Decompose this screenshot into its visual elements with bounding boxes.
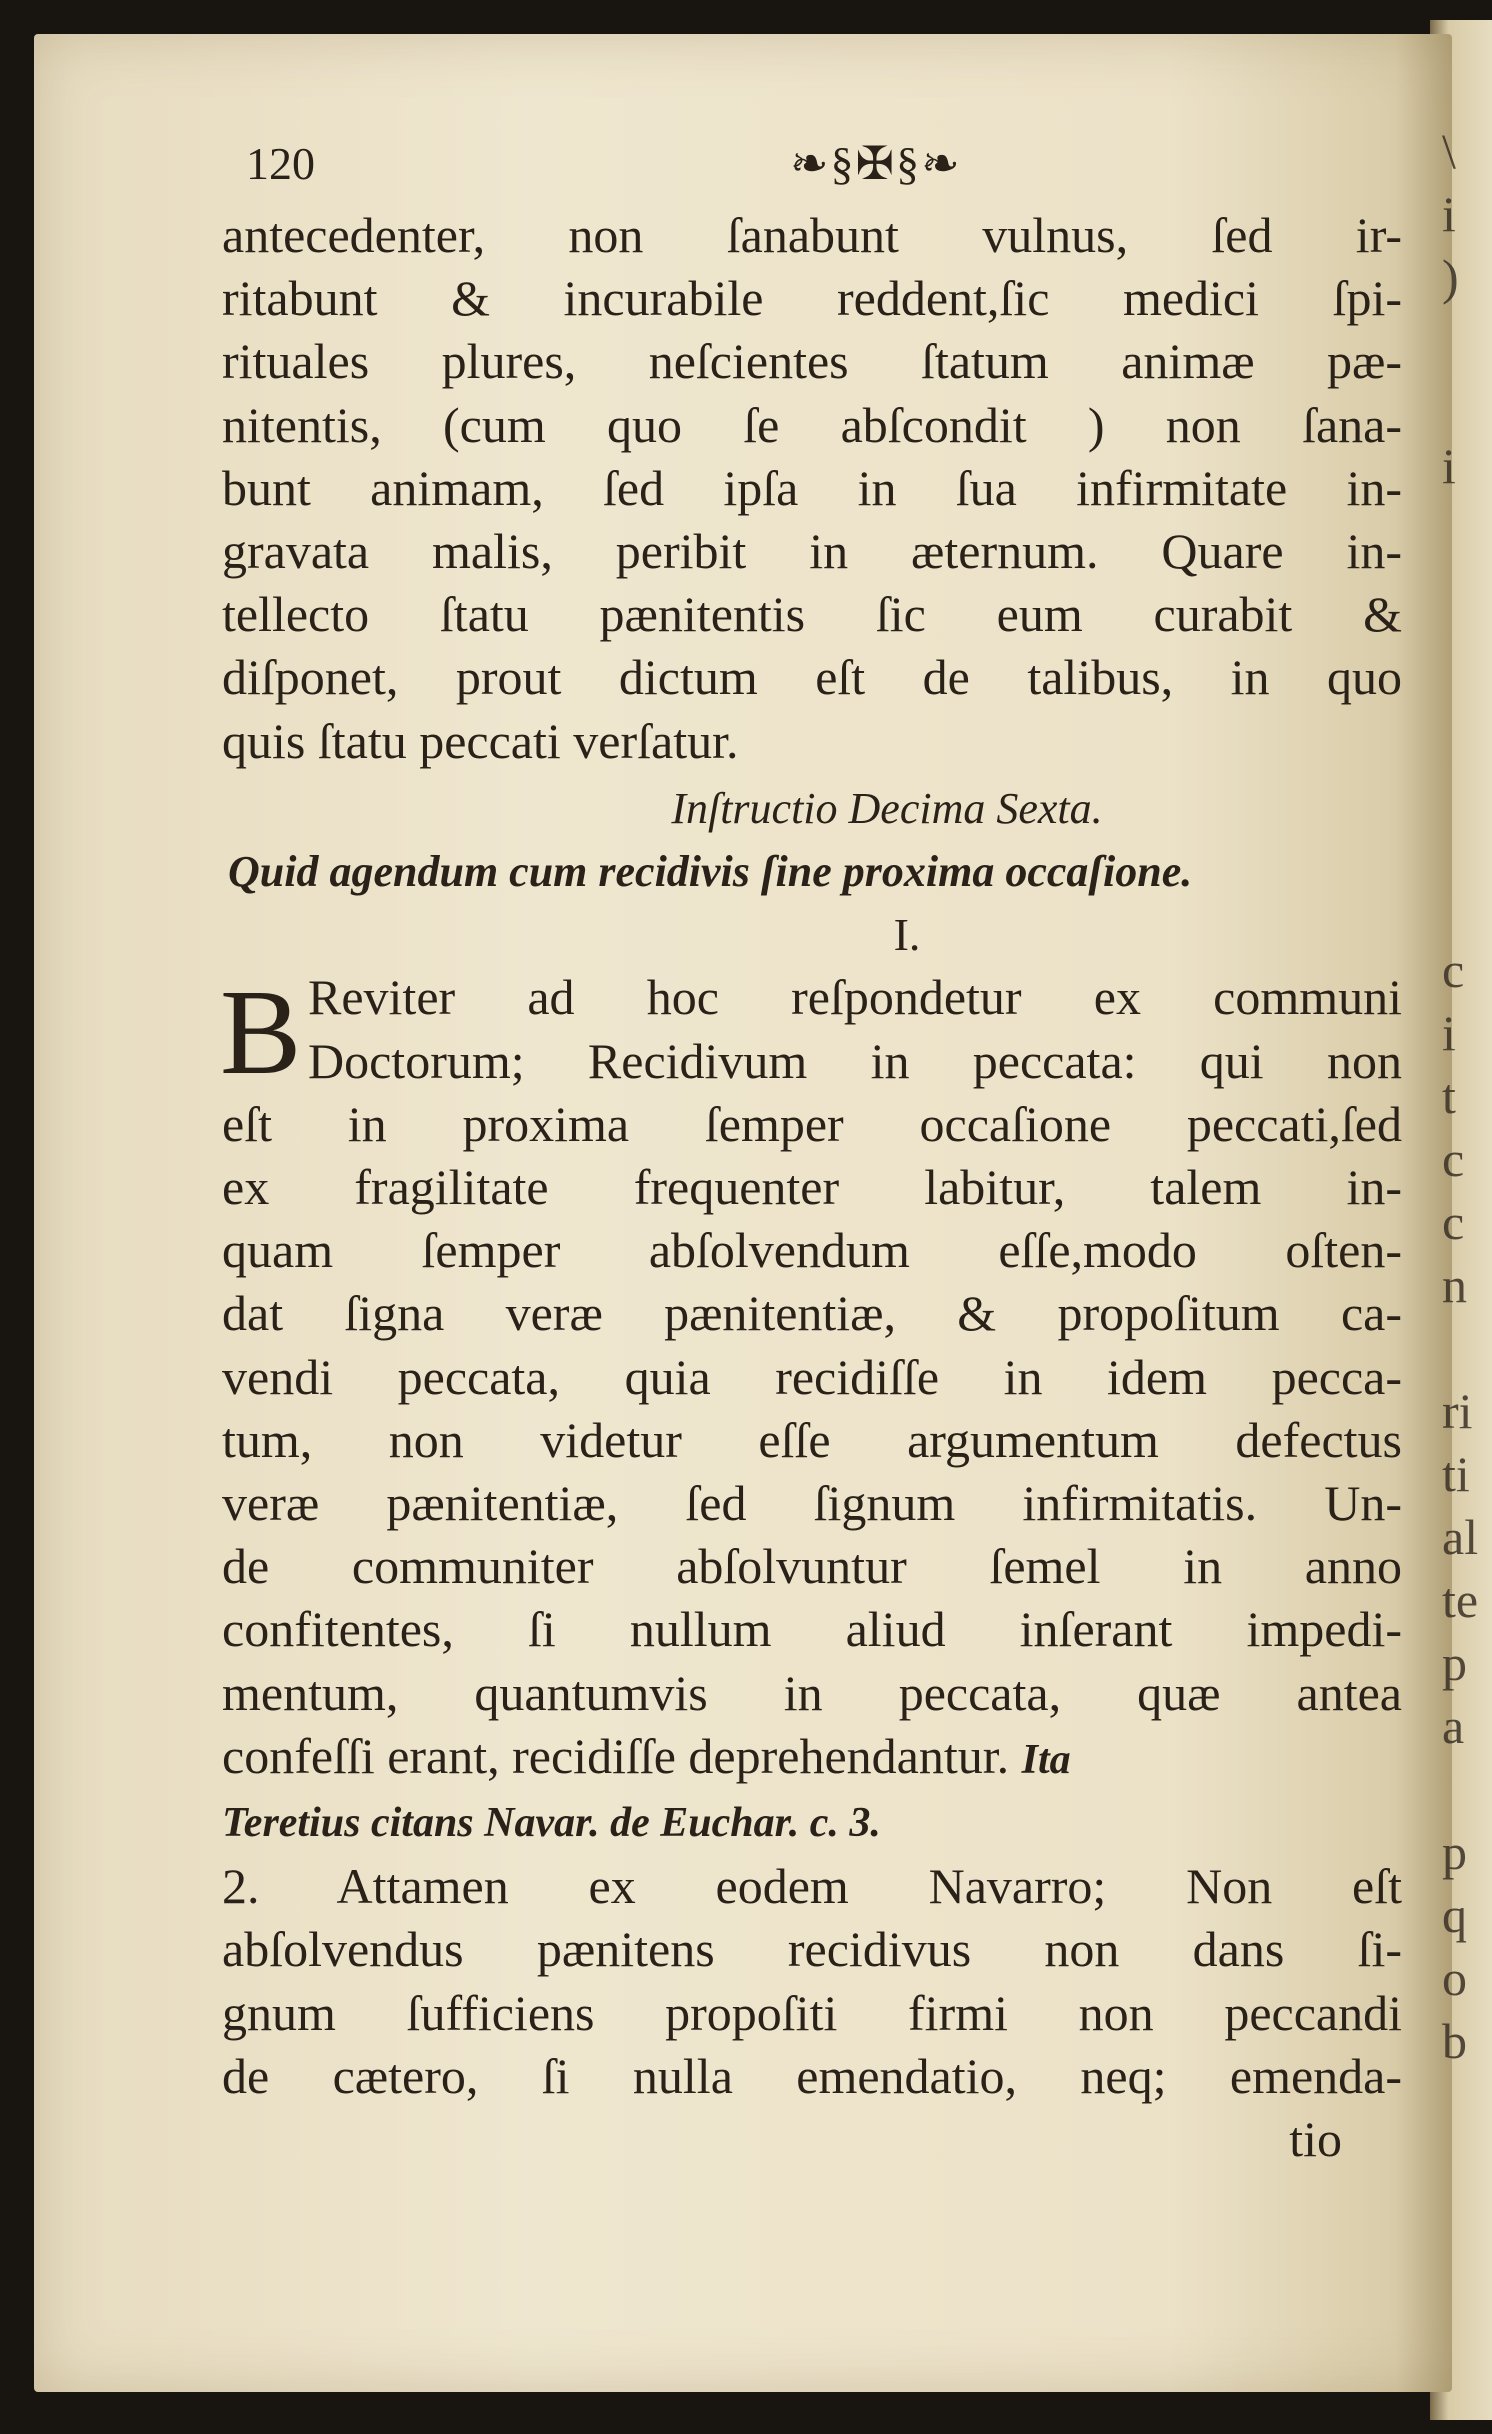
text-line: rituales plures, neſcientes ſtatum animæ pæ- (222, 333, 1402, 390)
facing-page-fragment: c (1442, 1194, 1465, 1250)
catchword: tio (1289, 2111, 1342, 2168)
facing-page-fragment (1442, 624, 1490, 687)
facing-page-fragment: ti (1442, 1446, 1470, 1502)
facing-page-fragment: p (1442, 1635, 1467, 1691)
facing-page-fragment: i (1442, 1005, 1456, 1061)
text-line: mentum, quantumvis in peccata, quæ antea (222, 1664, 1402, 1721)
text-line: bunt animam, ſed ipſa in ſua infirmitate in- (222, 459, 1402, 516)
facing-page-fragment: \ (1442, 123, 1456, 179)
question-title: Quid agendum cum recidivis ſine proxima occaſione. (228, 847, 1193, 897)
text-line: de communiter abſolvuntur ſemel in anno (222, 1538, 1402, 1595)
text-line: ritabunt & incurabile reddent,ſic medici ſpi- (222, 270, 1402, 327)
header-ornament: ❧§✠§❧ (790, 138, 962, 189)
text-line: nitentis, (cum quo ſe abſcondit ) non ſana- (222, 396, 1402, 453)
section-number: I. (893, 909, 921, 961)
page-text (222, 140, 1402, 2171)
text-line: gravata malis, peribit in æternum. Quare in- (222, 523, 1402, 580)
text-line: diſponet, prout dictum eſt de talibus, in quo (222, 649, 1402, 706)
facing-page-fragment (1442, 876, 1490, 939)
drop-cap: B (220, 965, 302, 1101)
facing-page-fragment: c (1442, 1131, 1465, 1187)
instruction-title: Inſtructio Decima Sexta. (671, 783, 1103, 833)
facing-page-fragment: c (1442, 942, 1465, 998)
text-line: 2. Attamen ex eodem Navarro; Non eſt (222, 1858, 1402, 1915)
text-line: quam ſemper abſolvendum eſſe,modo oſten- (222, 1222, 1402, 1279)
paragraph-top (222, 204, 1402, 773)
facing-page-fragment: o (1442, 1950, 1467, 2006)
text-line: Doctorum; Recidivum in peccata: qui non (308, 1032, 1402, 1089)
text-line: dat ſigna veræ pænitentiæ, & propoſitum ca- (222, 1285, 1402, 1342)
text-line (222, 1725, 1402, 1792)
text-line: confitentes, ſi nullum aliud inſerant impedi- (222, 1601, 1402, 1658)
facing-page-fragment (1442, 1758, 1490, 1821)
running-header (222, 140, 1402, 204)
facing-page-fragment (1442, 750, 1490, 813)
paragraph-two (222, 1855, 1402, 2171)
text-line: Reviter ad hoc reſpondetur ex communi (308, 969, 1402, 1026)
facing-page-fragment: t (1442, 1068, 1456, 1124)
page-number: 120 (246, 138, 315, 189)
facing-page-fragment: p (1442, 1824, 1467, 1880)
facing-page-fragment (1442, 372, 1490, 435)
facing-page-fragment (1442, 309, 1490, 372)
facing-page-fragment (1442, 687, 1490, 750)
facing-page-fragment: n (1442, 1257, 1467, 1313)
text-line: ex fragilitate frequenter labitur, talem in- (222, 1159, 1402, 1216)
text-line: gnum ſufficiens propoſiti firmi non peccandi (222, 1984, 1402, 2041)
facing-page-fragment: ri (1442, 1383, 1473, 1439)
facing-page-fragment: ) (1442, 249, 1459, 305)
facing-page-fragment: q (1442, 1887, 1467, 1943)
paragraph-one (222, 966, 1402, 1855)
facing-page-fragment (1442, 1317, 1490, 1380)
facing-page-fragments (1442, 120, 1490, 2270)
text-line: tellecto ſtatu pænitentis ſic eum curabit & (222, 586, 1402, 643)
text-line: de cætero, ſi nulla emendatio, neq; emenda- (222, 2047, 1402, 2104)
facing-page-fragment: al (1442, 1509, 1479, 1565)
facing-page-fragment: i (1442, 186, 1456, 242)
text-line: antecedenter, non ſanabunt vulnus, ſed ir- (222, 207, 1402, 263)
citation-line: Teretius citans Navar. de Euchar. c. 3. (222, 1800, 881, 1847)
facing-page-fragment: te (1442, 1572, 1479, 1628)
facing-page-fragment: i (1442, 438, 1456, 494)
text-line: vendi peccata, quia recidiſſe in idem pecca- (222, 1348, 1402, 1405)
text-line: quis ſtatu peccati verſatur. (222, 712, 739, 769)
facing-page-fragment (1442, 498, 1490, 561)
text-line: veræ pænitentiæ, ſed ſignum infirmitatis. Un- (222, 1475, 1402, 1532)
facing-page-fragment (1442, 561, 1490, 624)
text-line: eſt in proxima ſemper occaſione peccati,ſed (222, 1095, 1402, 1152)
citation-inline: Ita (1021, 1736, 1071, 1783)
facing-page-fragment: b (1442, 2013, 1467, 2069)
text-line: tum, non videtur eſſe argumentum defectus (222, 1411, 1402, 1468)
text-line: abſolvendus pænitens recidivus non dans ſi- (222, 1921, 1402, 1978)
text-line-content: confeſſi erant, recidiſſe deprehendantur. (222, 1727, 1010, 1784)
facing-page-fragment (1442, 813, 1490, 876)
facing-page-fragment: a (1442, 1698, 1465, 1754)
